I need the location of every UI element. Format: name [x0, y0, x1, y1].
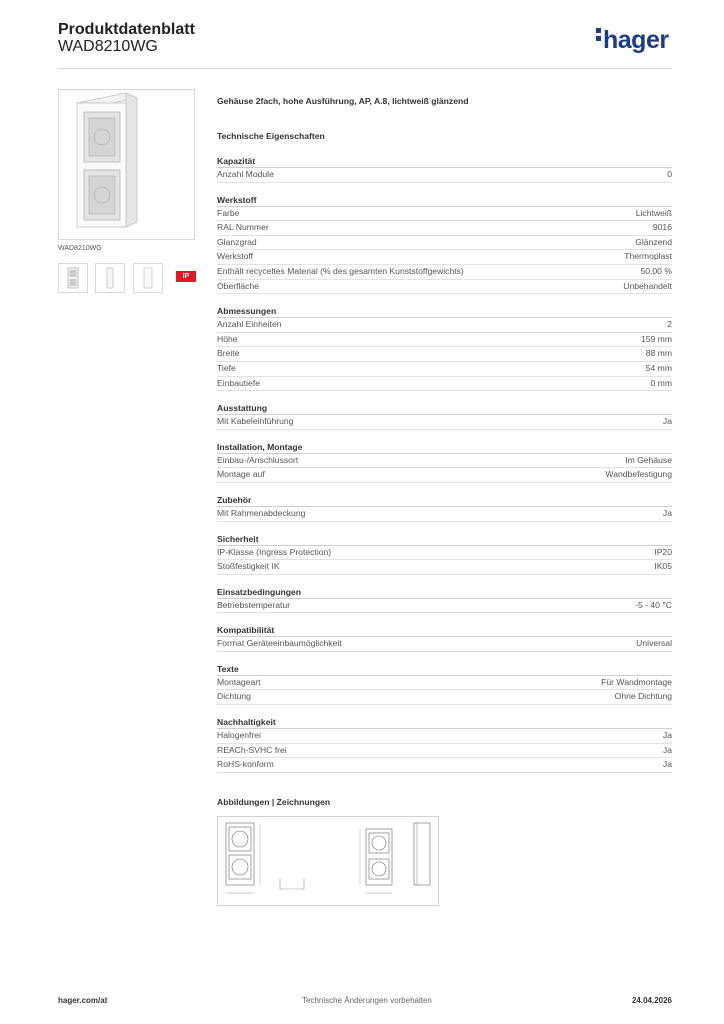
- spec-label: Anzahl Module: [217, 169, 274, 179]
- spec-value: 54 mm: [645, 362, 672, 373]
- header-divider: [58, 68, 672, 69]
- footer-notice: Technische Änderungen vorbehalten: [302, 996, 432, 1005]
- spec-row: [217, 454, 672, 469]
- spec-value: Universal: [636, 638, 672, 649]
- spec-row: [217, 250, 672, 265]
- spec-value: 88 mm: [645, 348, 672, 359]
- spec-row: [217, 221, 672, 236]
- spec-value: Lichtweiß: [635, 207, 672, 218]
- spec-value: 159 mm: [640, 333, 672, 344]
- spec-row: [217, 546, 672, 561]
- spec-section: [217, 586, 672, 614]
- spec-row: [217, 758, 672, 773]
- technical-properties-heading: Technische Eigenschaften: [217, 131, 325, 141]
- spec-value: -5 - 40 °C: [635, 599, 672, 610]
- spec-row: [217, 236, 672, 251]
- page-title: Produktdatenblatt: [58, 21, 195, 38]
- footer-date: 24.04.2026: [631, 996, 672, 1005]
- spec-label: Höhe: [217, 333, 238, 344]
- spec-label: Betriebstemperatur: [217, 599, 291, 610]
- technical-drawings: [217, 816, 439, 906]
- spec-row: [217, 207, 672, 222]
- footer-url[interactable]: hager.com/at: [58, 996, 108, 1005]
- spec-section: [217, 194, 672, 295]
- spec-row: [217, 507, 672, 522]
- spec-label: Werkstoff: [217, 251, 253, 262]
- spec-value: Im Gehäuse: [625, 454, 672, 465]
- spec-label: Format Geräteeinbaumöglichkeit: [217, 638, 342, 649]
- spec-section-title: Nachhaltigkeit: [217, 716, 672, 729]
- spec-label: Tiefe: [217, 362, 236, 373]
- spec-section-title: Kapazität: [217, 155, 672, 168]
- spec-row: [217, 560, 672, 575]
- spec-value: Ja: [662, 507, 672, 518]
- spec-value: IP20: [654, 546, 672, 557]
- spec-section-title: Zubehör: [217, 494, 672, 507]
- spec-row: [217, 265, 672, 280]
- product-image: [58, 89, 195, 240]
- spec-value: Glänzend: [635, 236, 672, 247]
- spec-value: Ja: [662, 730, 672, 741]
- spec-row: [217, 347, 672, 362]
- product-description: Gehäuse 2fach, hohe Ausführung, AP, A.8, lichtweiß glänzend: [217, 96, 469, 106]
- spec-label: Oberfläche: [217, 280, 260, 291]
- spec-section: [217, 663, 672, 705]
- spec-row: [217, 744, 672, 759]
- spec-value: 0: [667, 169, 672, 179]
- spec-row: [217, 362, 672, 377]
- spec-section: [217, 441, 672, 483]
- spec-label: RoHS-konform: [217, 759, 274, 770]
- spec-value: Ja: [662, 416, 672, 427]
- product-image-caption: WAD8210WG: [58, 245, 102, 252]
- spec-label: Mit Rahmenabdeckung: [217, 507, 306, 518]
- spec-row: [217, 599, 672, 614]
- spec-value: 0 mm: [650, 377, 672, 388]
- spec-section-title: Sicherheit: [217, 533, 672, 546]
- spec-label: Mit Kabeleinführung: [217, 416, 294, 427]
- spec-section-title: Ausstattung: [217, 402, 672, 415]
- spec-section: [217, 155, 672, 183]
- enclosure-back-icon: [134, 264, 162, 292]
- spec-row: [217, 690, 672, 705]
- spec-row: [217, 729, 672, 744]
- spec-section: [217, 624, 672, 652]
- specification-table: [217, 155, 672, 784]
- spec-label: RAL Nummer: [217, 222, 269, 233]
- spec-row: [217, 318, 672, 333]
- spec-row: [217, 377, 672, 392]
- spec-label: REACh-SVHC frei: [217, 744, 287, 755]
- spec-row: [217, 468, 672, 483]
- enclosure-illustration-icon: [59, 90, 194, 239]
- logo-dots-icon: [596, 28, 601, 44]
- spec-row: [217, 637, 672, 652]
- spec-value: Für Wandmontage: [601, 676, 672, 687]
- spec-value: 50,00 %: [640, 265, 672, 276]
- spec-section-title: Abmessungen: [217, 305, 672, 318]
- spec-section-title: Installation, Montage: [217, 441, 672, 454]
- logo-text: hager: [603, 26, 669, 54]
- spec-section: [217, 402, 672, 430]
- spec-row: [217, 333, 672, 348]
- spec-section-title: Texte: [217, 663, 672, 676]
- spec-row: [217, 168, 672, 183]
- spec-label: Dichtung: [217, 691, 251, 702]
- spec-label: Montage auf: [217, 469, 265, 480]
- spec-row: [217, 280, 672, 295]
- drawings-heading: Abbildungen | Zeichnungen: [217, 797, 331, 807]
- spec-value: IK05: [654, 561, 672, 572]
- spec-label: Glanzgrad: [217, 236, 257, 247]
- spec-section: [217, 716, 672, 773]
- spec-section: [217, 305, 672, 391]
- dimension-drawing-icon: [218, 817, 438, 905]
- spec-value: Ohne Dichtung: [614, 691, 672, 702]
- spec-label: IP-Klasse (Ingress Protection): [217, 546, 332, 557]
- thumbnail-front[interactable]: [58, 263, 88, 293]
- brand-logo: [596, 26, 669, 55]
- spec-value: Thermoplast: [624, 251, 672, 262]
- spec-value: 9016: [652, 222, 672, 233]
- thumbnail-back[interactable]: [133, 263, 163, 293]
- spec-row: [217, 676, 672, 691]
- spec-section: [217, 533, 672, 575]
- spec-row: [217, 415, 672, 430]
- thumbnail-side[interactable]: [95, 263, 125, 293]
- spec-value: Wandbefestigung: [605, 469, 672, 480]
- ip-rating-badge: IP: [176, 271, 196, 282]
- spec-label: Farbe: [217, 207, 240, 218]
- spec-label: Breite: [217, 348, 240, 359]
- enclosure-front-icon: [59, 264, 87, 292]
- spec-label: Einbautiefe: [217, 377, 261, 388]
- spec-section-title: Werkstoff: [217, 194, 672, 207]
- spec-label: Anzahl Einheiten: [217, 319, 282, 330]
- spec-label: Enthält recyceltes Material (% des gesamten Kunststoffgewichts): [217, 265, 464, 276]
- spec-value: Ja: [662, 759, 672, 770]
- spec-section-title: Kompatibilität: [217, 624, 672, 637]
- spec-section: [217, 494, 672, 522]
- spec-label: Montageart: [217, 676, 261, 687]
- spec-label: Halogenfrei: [217, 730, 261, 741]
- spec-label: Stoßfestigkeit IK: [217, 561, 280, 572]
- enclosure-side-icon: [96, 264, 124, 292]
- spec-value: Ja: [662, 744, 672, 755]
- spec-label: Einbau-/Anschlussort: [217, 454, 299, 465]
- product-code: WAD8210WG: [58, 38, 158, 55]
- spec-value: Unbehandelt: [623, 280, 672, 291]
- spec-value: 2: [667, 319, 672, 330]
- spec-section-title: Einsatzbedingungen: [217, 586, 672, 599]
